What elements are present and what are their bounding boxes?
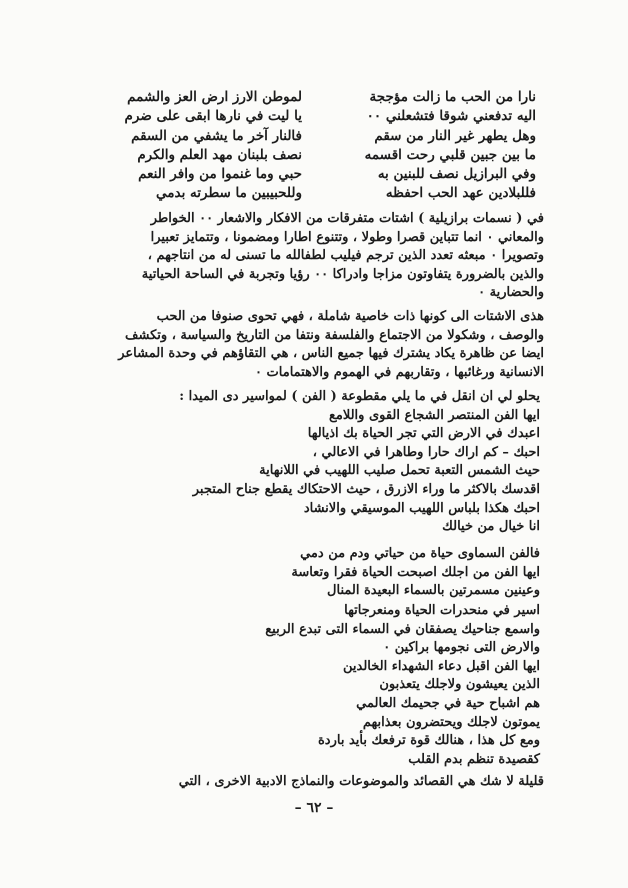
poem-verse bbox=[84, 88, 536, 107]
poem-verse bbox=[84, 165, 536, 184]
poem-hemistich-right: وهل يطهر غير النار من سقم bbox=[374, 127, 536, 144]
verse-line: والارض التى نجومها براكين ٠ bbox=[383, 640, 540, 656]
verse-line: ايها الفن من اجلك اصبحت الحياة فقرا وتعاسة bbox=[291, 564, 540, 580]
art-poem-stanza-1 bbox=[90, 388, 540, 537]
opening-poem bbox=[84, 88, 536, 204]
verse-line: واسمع جناحيك يصفقان في السماء التى تبدع الربيع bbox=[265, 621, 540, 637]
paragraph-intro bbox=[78, 210, 544, 303]
text-line: ايضا عن ظاهرة يكاد يشترك فيها جميع الناس ، هي التقاؤهم في وحدة المشاعر bbox=[118, 346, 544, 361]
text-line: وتصويرا ٠ مبعثه تعدد الذين ترجم فيليب لطفالله ما تسنى له من انتاجهم ، bbox=[147, 248, 544, 263]
verse-line: ايها الفن اقبل دعاء الشهداء الخالدين bbox=[342, 658, 540, 674]
poem-verse bbox=[84, 127, 536, 146]
poem-hemistich-right: نارا من الحب ما زالت مؤججة bbox=[369, 89, 536, 105]
poem-hemistich-left: وللحبيبين ما سطرته بدمي bbox=[156, 185, 302, 202]
verse-line: احبك هكذا بلباس اللهيب الموسيقي والانشاد bbox=[303, 500, 540, 516]
verse-line: حيث الشمس التعبة تحمل صليب اللهيب في اللانهاية bbox=[259, 463, 540, 479]
text-line: الانسانية ورغائبها ، وتقاربهم في الهموم والاهتمامات ٠ bbox=[255, 364, 544, 380]
text-line: والوصف ، وشكولا من الاجتماع والفلسفة ونتفا من التاريخ والسياسة ، وتكشف bbox=[125, 327, 544, 343]
poem-hemistich-right: فللبلادين عهد الحب احفظه bbox=[385, 185, 536, 202]
verse-line: فالفن السماوى حياة من حياتي ودم من دمي bbox=[300, 546, 540, 561]
poem-verse bbox=[84, 146, 536, 165]
art-poem-stanza-3 bbox=[90, 602, 540, 769]
text-line: في ( نسمات برازيلية ) اشتات متفرقات من الافكار والاشعار ٠٠ الخواطر bbox=[150, 211, 544, 226]
verse-line: اسير في منحدرات الحياة ومنعرجاتها bbox=[344, 603, 540, 618]
poem-hemistich-left: نصف بلبنان مهد العلم والكرم bbox=[137, 146, 302, 163]
art-poem-stanza-2 bbox=[90, 545, 540, 601]
poem-hemistich-left: حبي وما غنموا من وافر النعم bbox=[138, 166, 302, 183]
poem-hemistich-left: لموطن الارز ارض العز والشمم bbox=[127, 89, 302, 105]
text-line: هذى الاشتات الى كونها ذات خاصية شاملة ، فهي تحوى صنوفا من الحب bbox=[156, 309, 544, 324]
verse-line: يموتون لاجلك ويحتضرون بعذابهم bbox=[362, 714, 540, 730]
page-number: – ٦٢ – bbox=[294, 800, 334, 816]
poem-verse bbox=[84, 107, 536, 126]
verse-line: ومع كل هذا ، هنالك قوة ترفعك بأيد باردة bbox=[318, 733, 540, 749]
text-line: والمعاني ٠ انما تتباين قصرا وطولا ، وتتنوع اطارا ومضمونا ، وتتمايز تعبيرا bbox=[150, 229, 544, 245]
verse-line: وعينين مسمرتين بالسماء البعيدة المنال bbox=[327, 583, 540, 599]
paragraph-closing bbox=[78, 773, 544, 792]
verse-line: هم اشباح حية في جحيمك العالمي bbox=[356, 695, 540, 711]
verse-line: احبك – كم اراك حارا وطاهرا في الاعالي ، bbox=[312, 444, 540, 460]
paragraph-themes bbox=[78, 308, 544, 382]
verse-line: يحلو لي ان انقل في ما يلي مقطوعة ( الفن ) لمواسير دى الميدا : bbox=[179, 389, 540, 404]
poem-hemistich-left: فالنار آخر ما يشفي من السقم bbox=[131, 127, 302, 144]
verse-line: اقدسك بالاكثر ما وراء الازرق ، حيث الاحتكاك يقطع جناح المتجبر bbox=[192, 481, 540, 497]
poem-hemistich-right: اليه تدفعني شوقا فتشعلني ٠٠ bbox=[366, 108, 536, 125]
verse-line: انا خيال من خيالك bbox=[442, 519, 540, 535]
poem-hemistich-right: ما بين جبين قلبي رحت اقسمه bbox=[364, 146, 536, 163]
poem-hemistich-left: يا ليت في نارها ابقى على ضرم bbox=[124, 108, 302, 125]
poem-verse bbox=[84, 184, 536, 203]
verse-line: اعبدك في الارض التي تجر الحياة بك اذيالها bbox=[307, 426, 540, 442]
verse-line: كقصيدة تنظم بدم القلب bbox=[408, 751, 540, 767]
verse-line: ايها الفن المنتصر الشجاع القوى واللامع bbox=[328, 407, 540, 423]
text-line: والحضارية ٠ bbox=[478, 285, 544, 300]
verse-line: الذين يعيشون ولاجلك يتعذبون bbox=[379, 677, 540, 693]
poem-hemistich-right: وفي البرازيل نصف للبنين به bbox=[377, 166, 536, 183]
text-line: قليلة لا شك هي القصائد والموضوعات والنماذج الادبية الاخرى ، التي bbox=[178, 774, 544, 789]
text-line: والذين بالضرورة يتفاوتون مزاجا وادراكا ٠٠ رؤيا وتجربة في الساحة الحياتية bbox=[141, 266, 544, 282]
